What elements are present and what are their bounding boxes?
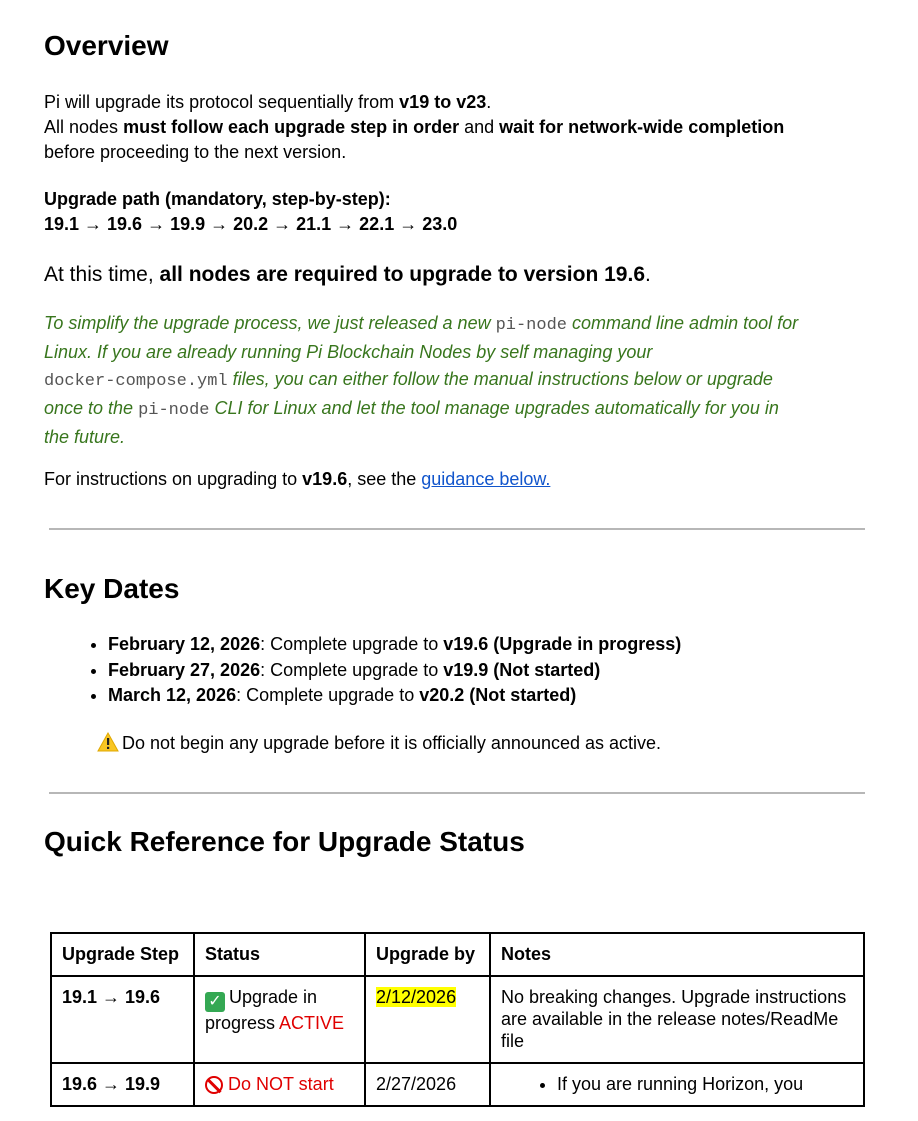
overview-heading: Overview	[44, 30, 169, 61]
column-header: Upgrade by	[365, 933, 490, 976]
overview-paragraph: Pi will upgrade its protocol sequentially from v19 to v23. All nodes must follow each upgrade step in order and wait for network-wide completion before proceeding to the next version.	[44, 92, 785, 162]
warning-icon	[97, 732, 119, 752]
key-dates-list	[76, 632, 681, 709]
guidance-link[interactable]: guidance below.	[421, 469, 551, 489]
instructions-line: For instructions on upgrading to v19.6, see the guidance below.	[44, 469, 551, 489]
warning-note: Do not begin any upgrade before it is officially announced as active.	[97, 731, 661, 756]
step-cell: 19.1 → 19.6	[51, 976, 194, 1063]
status-cell: ✓ Upgrade in progress ACTIVE	[194, 976, 365, 1063]
table-row	[51, 976, 864, 1063]
table-row	[51, 1063, 864, 1106]
list-item: • February 12, 2026: Complete upgrade to v19.6 (Upgrade in progress)	[108, 632, 681, 658]
notes-list	[501, 1073, 855, 1095]
table-header-row	[51, 933, 864, 976]
status-badge: ACTIVE	[279, 1013, 345, 1033]
quick-reference-heading: Quick Reference for Upgrade Status	[44, 826, 525, 857]
upgrade-path-steps: 19.1 → 19.6 → 19.9 → 20.2 → 21.1 → 22.1 → 23.0	[44, 214, 458, 234]
list-item: • If you are running Horizon, you	[557, 1073, 855, 1095]
check-icon: ✓	[205, 992, 225, 1012]
column-header: Status	[194, 933, 365, 976]
upgrade-status-table	[50, 932, 865, 1107]
list-item: • February 27, 2026: Complete upgrade to v19.9 (Not started)	[108, 658, 681, 684]
notes-cell: No breaking changes. Upgrade instructions are available in the release notes/ReadMe file	[490, 976, 864, 1063]
notes-cell	[490, 1063, 864, 1106]
divider	[49, 528, 865, 530]
upgrade-by-cell: 2/27/2026	[365, 1063, 490, 1106]
column-header: Upgrade Step	[51, 933, 194, 976]
upgrade-path-label: Upgrade path (mandatory, step-by-step):	[44, 189, 391, 209]
divider	[49, 792, 865, 794]
step-cell: 19.6 → 19.9	[51, 1063, 194, 1106]
prohibited-icon	[205, 1076, 223, 1094]
highlighted-date: 2/12/2026	[376, 987, 457, 1007]
key-dates-heading: Key Dates	[44, 573, 180, 604]
upgrade-path	[44, 187, 457, 237]
current-requirement: At this time, all nodes are required to upgrade to version 19.6.	[44, 263, 651, 286]
status-cell: Do NOT start	[194, 1063, 365, 1106]
column-header: Notes	[490, 933, 864, 976]
pi-node-cli-note: To simplify the upgrade process, we just released a new pi-node command line admin tool for Linux. If you are already running Pi Blockchain Nodes by self managing your docker-compose.yml files, you can either follow the manual instructions below or upgrade once to the pi-node CLI for Linux and let the tool manage upgrades automatically for you in the future.	[44, 313, 799, 447]
upgrade-by-cell	[365, 976, 490, 1063]
list-item: • March 12, 2026: Complete upgrade to v20.2 (Not started)	[108, 683, 681, 709]
